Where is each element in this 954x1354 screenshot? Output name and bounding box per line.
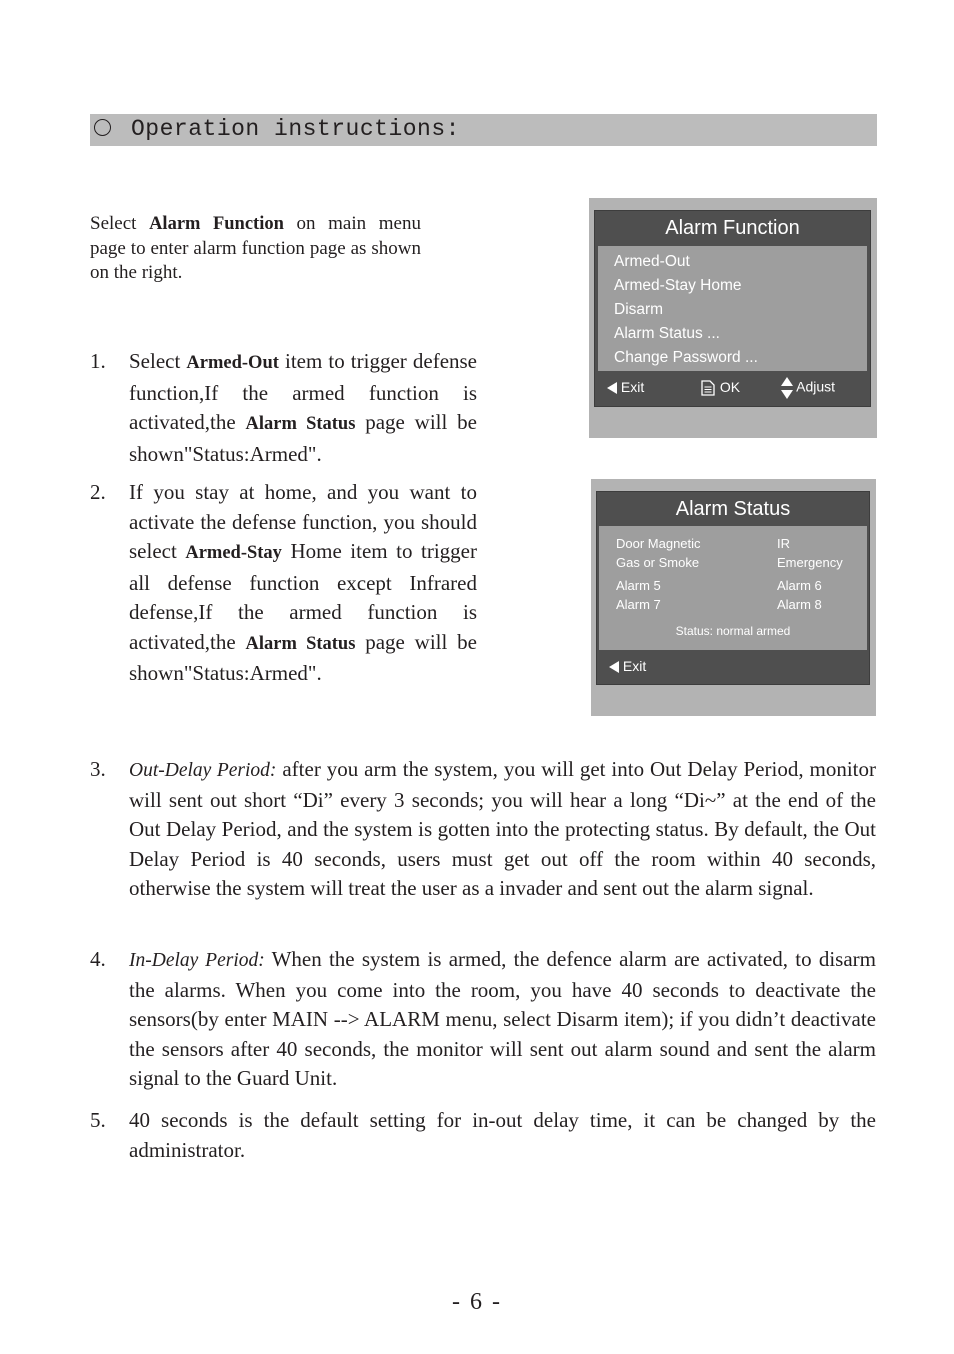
- screen-title: Alarm Function: [665, 217, 800, 239]
- list-text: [129, 347, 477, 469]
- status-label: Alarm 5: [616, 578, 661, 593]
- section-header: [90, 114, 877, 146]
- status-label: Alarm 8: [777, 597, 822, 612]
- exit-button[interactable]: [607, 379, 644, 395]
- alarm-status-screen: [596, 491, 870, 685]
- menu-item-alarm-status[interactable]: Alarm Status ...: [614, 325, 720, 342]
- status-label: Alarm 7: [616, 597, 661, 612]
- list-text: 40 seconds is the default setting for in-out delay time, it can be changed by the administrator.: [129, 1108, 876, 1162]
- list-text: [129, 945, 876, 1094]
- status-grid: [599, 526, 867, 650]
- intro-text: Select: [90, 213, 150, 234]
- list-number: 1.: [90, 349, 106, 373]
- menu-item-armed-stay-home[interactable]: Armed-Stay Home: [614, 277, 742, 294]
- left-arrow-icon: [607, 382, 617, 394]
- ok-label: OK: [719, 379, 741, 395]
- list-text: [129, 478, 477, 689]
- bold-run: Armed-Stay: [185, 543, 282, 563]
- text-run: after you arm the system, you will get into Out Delay Period, monitor will sent out short “Di” every 3 seconds; you will hear a long “Di~” at the end of the Out Delay Period, and the system is gotten into the protecting status. By default, the Out Delay Period is 40 seconds, users must get out off the room within 40 seconds, otherwise the system will treat the user as a invader and sent out the alarm signal.: [129, 757, 876, 900]
- text-run: page will be shown"Status:Armed".: [129, 410, 477, 466]
- exit-button[interactable]: [609, 658, 646, 674]
- status-text: Status: normal armed: [675, 624, 791, 638]
- ok-button[interactable]: [700, 379, 740, 396]
- alarm-function-screenshot: [589, 198, 877, 438]
- alarm-function-screen: [594, 210, 871, 407]
- list-number: 4.: [90, 947, 106, 971]
- menu-item-armed-out[interactable]: Armed-Out: [614, 253, 690, 270]
- menu-item-change-password[interactable]: Change Password ...: [614, 349, 758, 366]
- status-label: Door Magnetic: [616, 536, 701, 551]
- status-label: Emergency: [777, 555, 843, 570]
- list-text: [129, 755, 876, 904]
- italic-label: Out-Delay Period:: [129, 760, 277, 781]
- intro-paragraph: [90, 212, 421, 286]
- list-number: 5.: [90, 1108, 106, 1132]
- list-number: 2.: [90, 480, 106, 504]
- section-title: Operation instructions:: [131, 116, 460, 142]
- adjust-label: Adjust: [796, 378, 836, 395]
- menu-item-disarm[interactable]: Disarm: [614, 301, 664, 318]
- up-down-arrow-icon: [781, 377, 793, 399]
- italic-label: In-Delay Period:: [129, 950, 265, 971]
- page-number: - 6 -: [452, 1289, 502, 1315]
- text-run: Select: [129, 349, 187, 373]
- left-arrow-icon: [609, 661, 619, 673]
- text-run: page will be shown"Status:Armed".: [129, 629, 477, 685]
- status-label: Gas or Smoke: [616, 555, 700, 570]
- text-run: item to trigger defense function,If the armed function is activated,the: [129, 349, 478, 434]
- text-run: Home item to trigger all defense function except Infrared defense,If the armed function is activated,the: [129, 539, 477, 654]
- document-icon: [700, 380, 716, 396]
- circle-icon: [94, 119, 111, 136]
- bold-run: Armed-Out: [186, 353, 279, 373]
- menu-list: [598, 246, 867, 371]
- list-number: 3.: [90, 757, 106, 781]
- alarm-status-screenshot: [591, 479, 876, 716]
- status-label: IR: [777, 536, 790, 551]
- text-run: If you stay at home, and you want to activate the defense function, you should select: [129, 480, 477, 563]
- intro-bold: Alarm Function: [149, 214, 284, 234]
- text-run: When the system is armed, the defence alarm are activated, to disarm the alarms. When you come into the room, you have 40 seconds to deactivate the sensors(by enter MAIN --> ALARM menu, select Disarm item); if you didn’t deactivate the sensors after 40 seconds, the monitor will sent out alarm sound and sent the alarm signal to the Guard Unit.: [129, 947, 876, 1090]
- adjust-button[interactable]: [781, 377, 835, 399]
- exit-label: Exit: [620, 379, 645, 395]
- screen-title: Alarm Status: [675, 498, 791, 520]
- intro-text: on main menu page to enter alarm function page as shown on the right.: [90, 213, 421, 283]
- bold-run: Alarm Status: [245, 414, 356, 434]
- bold-run: Alarm Status: [245, 633, 356, 654]
- status-label: Alarm 6: [777, 578, 822, 593]
- exit-label: Exit: [622, 658, 647, 674]
